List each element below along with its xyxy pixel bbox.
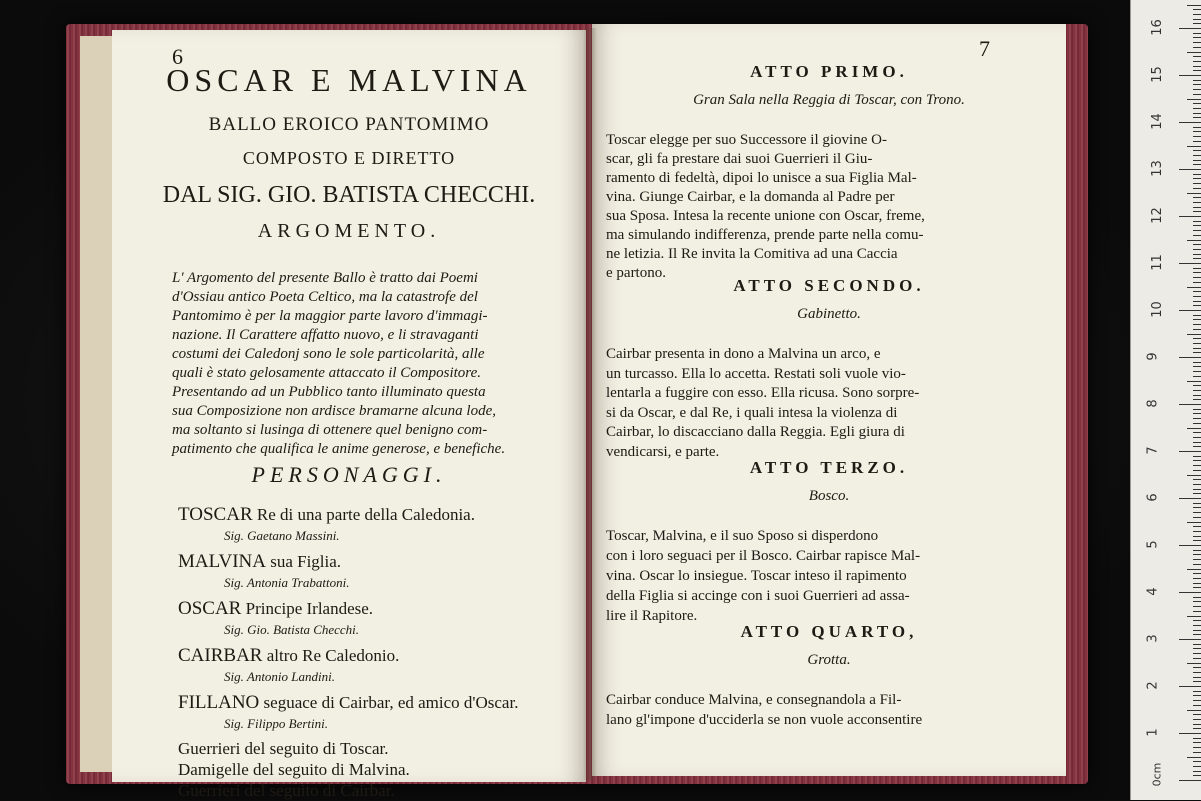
ruler-tick [1193, 164, 1201, 165]
ruler-tick [1193, 376, 1201, 377]
ruler-tick [1193, 131, 1201, 132]
ruler-number: 13 [1149, 160, 1165, 177]
ruler-tick [1193, 127, 1201, 128]
ruler-tick [1193, 390, 1201, 391]
ruler-tick [1193, 47, 1201, 48]
ruler-tick [1193, 258, 1201, 259]
act-heading: ATTO TERZO. [749, 458, 909, 477]
ruler-tick [1193, 442, 1201, 443]
page-number: 7 [979, 36, 990, 61]
ruler-tick [1193, 531, 1201, 532]
act-text-line: lano gl'impone d'ucciderla se non vuole acconsentire [606, 712, 923, 728]
ruler-tick [1193, 366, 1201, 367]
act-text-line: vina. Giunge Cairbar, e la domanda al Padre per [606, 189, 895, 205]
argomento-heading: ARGOMENTO. [257, 220, 441, 242]
book-title: OSCAR E MALVINA [166, 62, 532, 98]
ruler-number: 2 [1145, 681, 1161, 690]
ruler-tick [1193, 155, 1201, 156]
ruler-tick [1193, 230, 1201, 231]
act-text-line: Cairbar, lo discacciano dalla Reggia. Egli giura di [606, 424, 905, 440]
ruler-tick [1193, 352, 1201, 353]
ruler-tick [1193, 409, 1201, 410]
ruler-tick [1193, 554, 1201, 555]
ruler-tick [1193, 188, 1201, 189]
ruler-tick [1193, 19, 1201, 20]
ruler-tick [1187, 52, 1201, 53]
ruler-tick [1193, 84, 1201, 85]
ruler-tick [1193, 202, 1201, 203]
ruler-tick [1193, 395, 1201, 396]
ruler-tick [1187, 522, 1201, 523]
act-text-line: ramento di fedeltà, dipoi lo unisce a sua Figlia Mal- [606, 170, 917, 186]
ruler-tick [1193, 465, 1201, 466]
measuring-ruler [1130, 0, 1201, 800]
ruler-tick [1179, 404, 1201, 405]
ruler-tick [1193, 362, 1201, 363]
ruler-tick [1193, 319, 1201, 320]
ruler-tick [1193, 484, 1201, 485]
ruler-tick [1187, 146, 1201, 147]
ruler-tick [1179, 357, 1201, 358]
ruler-tick [1193, 578, 1201, 579]
ruler-tick [1179, 686, 1201, 687]
character-name: TOSCAR [178, 504, 253, 525]
ruler-tick [1193, 423, 1201, 424]
character-name: OSCAR [178, 598, 242, 619]
ruler-number: 5 [1145, 540, 1161, 549]
character-row [178, 598, 373, 620]
ruler-tick [1193, 747, 1201, 748]
ruler-tick [1193, 272, 1201, 273]
ruler-tick [1193, 89, 1201, 90]
ruler-tick [1179, 545, 1201, 546]
ruler-tick [1193, 460, 1201, 461]
argomento-line: costumi dei Caledonj sono le sole particolarità, alle [172, 346, 485, 362]
character-actor: Sig. Antonia Trabattoni. [224, 575, 350, 590]
character-actor: Sig. Antonio Landini. [224, 669, 335, 684]
ruler-tick [1179, 28, 1201, 29]
ruler-number: 6 [1145, 493, 1161, 502]
ruler-tick [1187, 193, 1201, 194]
ruler-tick [1193, 536, 1201, 537]
ruler-tick [1193, 348, 1201, 349]
act-text-line: vendicarsi, e parte. [606, 443, 720, 460]
ruler-tick [1193, 207, 1201, 208]
ruler-tick [1193, 540, 1201, 541]
ruler-tick [1193, 677, 1201, 678]
ruler-tick [1193, 446, 1201, 447]
ruler-tick [1193, 211, 1201, 212]
ruler-tick [1193, 244, 1201, 245]
ruler-tick [1193, 601, 1201, 602]
ruler-tick [1193, 141, 1201, 142]
act-setting: Bosco. [808, 488, 850, 504]
ruler-tick [1193, 705, 1201, 706]
ruler-tick [1193, 343, 1201, 344]
ruler-tick [1193, 178, 1201, 179]
act-text-line: vina. Oscar lo insiegue. Toscar inteso il rapimento [606, 568, 907, 584]
ruler-tick [1193, 719, 1201, 720]
ruler-number: 12 [1149, 207, 1165, 224]
ruler-tick [1187, 99, 1201, 100]
act-heading: ATTO PRIMO. [750, 62, 908, 81]
ruler-tick [1193, 771, 1201, 772]
ruler-tick [1193, 653, 1201, 654]
argomento-line: patimento che qualifica le anime generose, e benefiche. [172, 441, 506, 457]
ruler-tick [1193, 108, 1201, 109]
character-name: CAIRBAR [178, 645, 263, 666]
ruler-tick [1193, 291, 1201, 292]
ruler-tick [1193, 94, 1201, 95]
left-page [112, 30, 586, 800]
character-row [178, 645, 399, 667]
argomento-line: quali è stato gelosamente attaccato il Compositore. [172, 365, 481, 381]
ruler-tick [1193, 630, 1201, 631]
ruler-number: 9 [1145, 352, 1161, 361]
right-page [592, 24, 1066, 776]
ruler-tick [1179, 122, 1201, 123]
ruler-tick [1193, 70, 1201, 71]
ruler-tick [1193, 648, 1201, 649]
ruler-tick [1187, 616, 1201, 617]
subtitle-ballo: BALLO EROICO PANTOMIMO [208, 114, 490, 135]
ruler-tick [1193, 667, 1201, 668]
extras-line: Guerrieri del seguito di Toscar. [178, 739, 389, 758]
ruler-tick [1193, 559, 1201, 560]
ruler-tick [1193, 550, 1201, 551]
ruler-tick [1193, 583, 1201, 584]
ruler-tick [1193, 489, 1201, 490]
ruler-tick [1193, 249, 1201, 250]
ruler-tick [1193, 329, 1201, 330]
ruler-tick [1193, 470, 1201, 471]
subtitle-composto: COMPOSTO E DIRETTO [242, 148, 456, 168]
act-text-line: Cairbar presenta in dono a Malvina un arco, e [606, 346, 881, 362]
ruler-tick [1193, 493, 1201, 494]
character-name: FILLANO [178, 692, 260, 713]
ruler-tick [1193, 437, 1201, 438]
ruler-tick [1193, 305, 1201, 306]
character-role: Principe Irlandese. [241, 599, 374, 618]
ruler-tick [1193, 399, 1201, 400]
ruler-tick [1193, 418, 1201, 419]
character-role: altro Re Caledonio. [262, 646, 400, 665]
ruler-tick [1193, 37, 1201, 38]
ruler-tick [1193, 23, 1201, 24]
ruler-tick [1193, 625, 1201, 626]
ruler-tick [1193, 221, 1201, 222]
subtitle-author: DAL SIG. GIO. BATISTA CHECCHI. [162, 182, 536, 208]
ruler-tick [1193, 691, 1201, 692]
argomento-line: Presentando ad un Pubblico tanto illuminato questa [172, 384, 486, 400]
ruler-tick [1193, 296, 1201, 297]
ruler-number: 8 [1145, 399, 1161, 408]
ruler-tick [1193, 9, 1201, 10]
extras-line: Damigelle del seguito di Malvina. [178, 760, 410, 779]
ruler-tick [1193, 385, 1201, 386]
ruler-tick [1193, 728, 1201, 729]
ruler-tick [1179, 169, 1201, 170]
ruler-tick [1193, 66, 1201, 67]
ruler-tick [1193, 573, 1201, 574]
ruler-tick [1193, 512, 1201, 513]
ruler-number: 3 [1145, 634, 1161, 643]
ruler-tick [1193, 681, 1201, 682]
ruler-tick [1193, 752, 1201, 753]
ruler-tick [1193, 103, 1201, 104]
ruler-tick [1193, 160, 1201, 161]
argomento-line: ma soltanto si lusinga di ottenere quel benigno com- [172, 422, 488, 438]
ruler-tick [1193, 644, 1201, 645]
ruler-tick [1193, 254, 1201, 255]
ruler-tick [1179, 451, 1201, 452]
ruler-number: 11 [1149, 254, 1165, 271]
ruler-tick [1193, 268, 1201, 269]
act-text-line: lire il Rapitore. [606, 608, 698, 624]
extras-line: Guerrieri del seguito di Cairbar. [178, 781, 395, 800]
act-text-line: Cairbar conduce Malvina, e consegnandola a Fil- [606, 692, 902, 708]
ruler-tick [1187, 475, 1201, 476]
ruler-tick [1193, 714, 1201, 715]
ruler-tick [1193, 526, 1201, 527]
ruler-tick [1187, 757, 1201, 758]
act-setting: Gabinetto. [797, 306, 861, 322]
ruler-tick [1179, 263, 1201, 264]
ruler-tick [1179, 498, 1201, 499]
ruler-tick [1187, 334, 1201, 335]
act-text-line: scar, gli fa prestare dai suoi Guerrieri il Giu- [606, 151, 873, 167]
ruler-tick [1193, 658, 1201, 659]
ruler-tick [1193, 503, 1201, 504]
page-edges [80, 36, 114, 772]
ruler-tick [1193, 517, 1201, 518]
ruler-tick [1193, 225, 1201, 226]
ruler-tick [1193, 150, 1201, 151]
argomento-line: Pantomimo è per la maggior parte lavoro d'immagi- [172, 308, 488, 324]
ruler-tick [1193, 761, 1201, 762]
ruler-tick [1193, 695, 1201, 696]
argomento-line: sua Composizione non ardisce bramarne alcuna lode, [172, 403, 497, 419]
ruler-tick [1193, 301, 1201, 302]
act-text-line: della Figlia si accinge con i suoi Guerrieri ad assa- [606, 588, 910, 604]
act-text-line: ne letizia. Il Re invita la Comitiva ad una Caccia [606, 246, 898, 262]
ruler-tick [1187, 240, 1201, 241]
ruler-tick [1193, 597, 1201, 598]
ruler-tick [1193, 113, 1201, 114]
act-text-line: si da Oscar, e dal Re, i quali intesa la violenza di [606, 404, 898, 421]
argomento-line: d'Ossiau antico Poeta Celtico, ma la catastrofe del [172, 289, 478, 305]
ruler-tick [1193, 174, 1201, 175]
ruler-tick [1193, 738, 1201, 739]
ruler-tick [1193, 235, 1201, 236]
act-setting: Grotta. [807, 652, 851, 668]
ruler-tick [1193, 315, 1201, 316]
personaggi-heading: PERSONAGGI. [251, 462, 447, 487]
ruler-tick [1193, 611, 1201, 612]
ruler-number: 4 [1145, 587, 1161, 596]
ruler-number: 1 [1145, 728, 1161, 737]
page-number: 6 [172, 44, 183, 69]
character-row [178, 551, 341, 573]
ruler-tick [1193, 672, 1201, 673]
character-role: Re di una parte della Caledonia. [252, 505, 475, 524]
act-setting: Gran Sala nella Reggia di Toscar, con Trono. [693, 92, 965, 108]
ruler-tick [1179, 639, 1201, 640]
argomento-line: L' Argomento del presente Ballo è tratto dai Poemi [172, 270, 478, 286]
ruler-tick [1193, 413, 1201, 414]
act-heading: ATTO QUARTO, [740, 622, 918, 641]
ruler-tick [1187, 663, 1201, 664]
ruler-unit: 0cm [1150, 762, 1164, 787]
act-text-line: Toscar, Malvina, e il suo Sposo si disperdono [606, 528, 879, 544]
ruler-tick [1187, 428, 1201, 429]
ruler-tick [1187, 287, 1201, 288]
character-role: sua Figlia. [265, 552, 342, 571]
ruler-tick [1193, 620, 1201, 621]
ruler-tick [1193, 564, 1201, 565]
book-gutter [583, 28, 597, 780]
ruler-tick [1193, 775, 1201, 776]
act-text-line: un turcasso. Ella lo accetta. Restati soli vuole vio- [606, 365, 906, 382]
character-actor: Sig. Gio. Batista Checchi. [224, 622, 360, 637]
ruler-tick [1193, 117, 1201, 118]
character-actor: Sig. Filippo Bertini. [224, 716, 328, 731]
ruler-tick [1193, 479, 1201, 480]
ruler-tick [1193, 456, 1201, 457]
act-text-line: con i loro seguaci per il Bosco. Cairbar rapisce Mal- [606, 548, 921, 564]
ruler-tick [1193, 136, 1201, 137]
argomento-line: nazione. Il Carattere affatto nuovo, e li stravaganti [172, 327, 479, 343]
ruler-tick [1193, 742, 1201, 743]
character-name: MALVINA [178, 551, 266, 572]
ruler-tick [1179, 780, 1201, 781]
ruler-tick [1193, 724, 1201, 725]
ruler-tick [1193, 56, 1201, 57]
ruler-tick [1179, 310, 1201, 311]
ruler-tick [1193, 33, 1201, 34]
ruler-number: 14 [1149, 113, 1165, 130]
ruler-tick [1193, 80, 1201, 81]
ruler-tick [1179, 733, 1201, 734]
ruler-tick [1193, 42, 1201, 43]
ruler-tick [1193, 606, 1201, 607]
ruler-tick [1193, 61, 1201, 62]
ruler-tick [1193, 197, 1201, 198]
ruler-tick [1187, 5, 1201, 6]
ruler-tick [1193, 587, 1201, 588]
act-text-line: Toscar elegge per suo Successore il giovine O- [606, 132, 887, 148]
ruler-number: 10 [1149, 301, 1165, 318]
act-text-line: sua Sposa. Intesa la recente unione con Oscar, freme, [606, 208, 925, 224]
act-text-line: e partono. [606, 265, 666, 281]
ruler-tick [1193, 766, 1201, 767]
ruler-tick [1179, 216, 1201, 217]
ruler-tick [1193, 324, 1201, 325]
ruler-tick [1193, 371, 1201, 372]
act-text-line: lentarla a fuggire con esso. Ella ricusa. Sono sorpre- [606, 385, 920, 401]
ruler-tick [1187, 569, 1201, 570]
ruler-tick [1193, 14, 1201, 15]
ruler-tick [1193, 277, 1201, 278]
act-heading: ATTO SECONDO. [733, 276, 925, 295]
ruler-tick [1193, 507, 1201, 508]
ruler-tick [1187, 710, 1201, 711]
character-row [178, 692, 518, 714]
ruler-tick [1193, 338, 1201, 339]
character-actor: Sig. Gaetano Massini. [224, 528, 340, 543]
ruler-tick [1187, 381, 1201, 382]
ruler-tick [1193, 183, 1201, 184]
character-role: seguace di Cairbar, ed amico d'Oscar. [259, 693, 519, 712]
ruler-tick [1179, 75, 1201, 76]
ruler-number: 15 [1149, 66, 1165, 83]
ruler-tick [1193, 634, 1201, 635]
ruler-number: 16 [1149, 19, 1165, 36]
act-text-line: ma simulando indifferenza, prende parte nella comu- [606, 227, 924, 243]
ruler-tick [1193, 282, 1201, 283]
character-row [178, 504, 475, 526]
ruler-tick [1193, 432, 1201, 433]
ruler-tick [1193, 700, 1201, 701]
ruler-tick [1179, 592, 1201, 593]
ruler-number: 7 [1145, 446, 1161, 455]
